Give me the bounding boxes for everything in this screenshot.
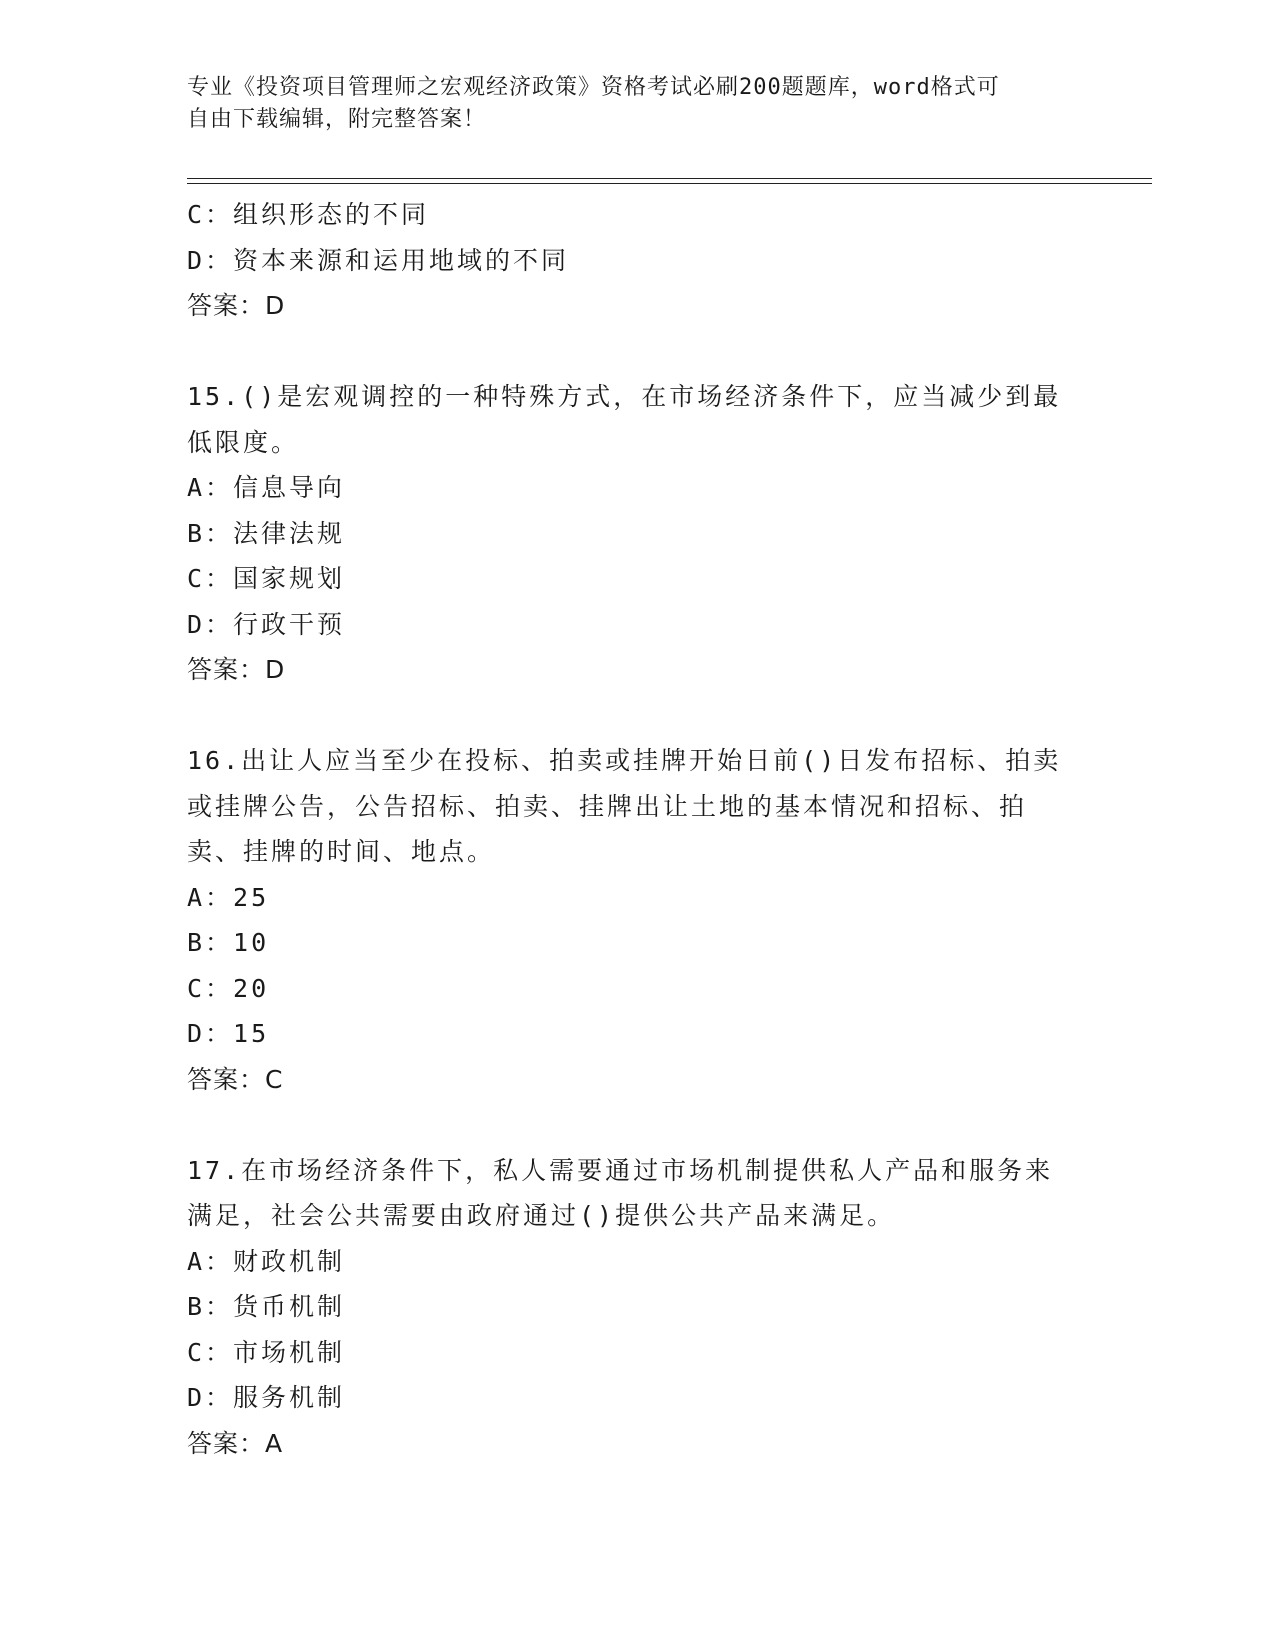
option-c: C：国家规划 [187, 564, 346, 593]
answer-line: 答案：A [187, 1428, 284, 1458]
option-d: D：15 [187, 1019, 270, 1048]
header-title-line-1: 专业《投资项目管理师之宏观经济政策》资格考试必刷200题题库，word格式可 [187, 75, 1000, 100]
option-a: A：25 [187, 882, 270, 912]
answer-line: 答案：C [187, 1064, 284, 1094]
option-c: C：组织形态的不同 [187, 200, 430, 229]
option-b: B：货币机制 [187, 1292, 346, 1321]
option-a: A：财政机制 [187, 1246, 346, 1276]
question-list [187, 192, 1077, 1466]
option-a: A：信息导向 [187, 473, 346, 502]
page-header [187, 72, 1087, 136]
question-16 [187, 738, 1077, 1102]
question-stem-line: 16.出让人应当至少在投标、拍卖或挂牌开始日前()日发布招标、拍卖 [187, 746, 1062, 775]
option-b: B：法律法规 [187, 518, 346, 548]
option-d: D：行政干预 [187, 609, 346, 639]
spacer [187, 1102, 1077, 1148]
spacer [187, 693, 1077, 739]
answer-line: 答案：D [187, 291, 286, 320]
header-divider-top [187, 178, 1152, 179]
answer-line: 答案：D [187, 655, 286, 684]
question-stem-line: 低限度。 [187, 427, 300, 457]
option-b: B：10 [187, 928, 270, 957]
option-c: C：20 [187, 973, 270, 1003]
header-title-line-2: 自由下载编辑，附完整答案！ [187, 107, 487, 132]
question-stem-line: 17.在市场经济条件下，私人需要通过市场机制提供私人产品和服务来 [187, 1155, 1054, 1185]
question-stem-line: 卖、挂牌的时间、地点。 [187, 837, 496, 866]
question-14-tail [187, 192, 1077, 329]
question-stem-line: 15.()是宏观调控的一种特殊方式，在市场经济条件下，应当减少到最 [187, 382, 1062, 411]
spacer [187, 329, 1077, 375]
question-stem-line: 或挂牌公告，公告招标、拍卖、挂牌出让土地的基本情况和招标、拍 [187, 791, 1028, 821]
option-d: D：资本来源和运用地域的不同 [187, 245, 570, 275]
option-c: C：市场机制 [187, 1337, 346, 1367]
question-stem-line: 满足，社会公共需要由政府通过()提供公共产品来满足。 [187, 1201, 896, 1230]
header-divider-bottom [187, 183, 1152, 184]
question-17 [187, 1148, 1077, 1467]
question-15 [187, 374, 1077, 693]
option-d: D：服务机制 [187, 1383, 346, 1412]
